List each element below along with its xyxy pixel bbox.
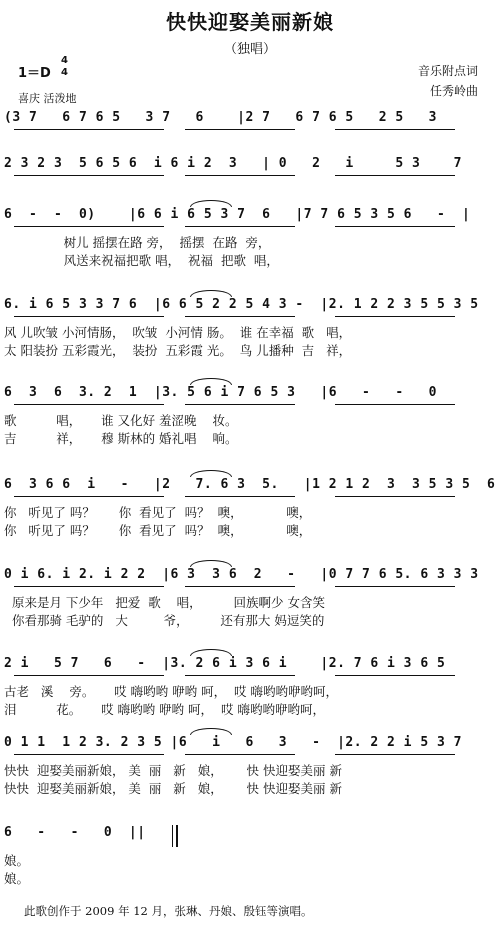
slur-mark [190, 470, 232, 477]
notation-line: 2 i 5 7 6 - |3. 2 6 i 3 6 i |2. 7 6 i 3 6 5 [4, 656, 446, 671]
lyric-line: 吉 祥， 穆 斯林的 婚礼唱 响。 [4, 431, 238, 446]
notation-line: 6. i 6 5 3 3 7 6 |6 6 5 2 2 5 4 3 - |2. 1 2 2 3 5 5 3 5 [4, 297, 479, 312]
beam-line [335, 586, 455, 587]
beam-line [185, 175, 295, 176]
slur-mark [190, 378, 232, 385]
time-signature-bottom: 4 [61, 67, 68, 78]
slur-mark [190, 649, 232, 656]
beam-line [335, 226, 455, 227]
time-signature-top: 4 [61, 55, 68, 66]
beam-line [185, 586, 295, 587]
lyric-line: 树儿 摇摆在路 旁， 摇摆 在路 旁， [4, 235, 271, 250]
notation-line: 6 3 6 3. 2 1 |3. 5 6 i 7 6 5 3 |6 - - 0 [4, 385, 437, 400]
notation-line: 2 3 2 3 5 6 5 6 i 6 i 2 3 | 0 2 i 5 3 7 [4, 156, 462, 171]
lyric-line: 风 儿吹皱 小河情肠， 吹皱 小河情 肠。 谁 在幸福 歌 唱， [4, 325, 352, 340]
beam-line [185, 129, 295, 130]
notation-line: (3 7 6 7 6 5 3 7 6 |2 7 6 7 6 5 2 5 3 [4, 110, 437, 125]
beam-line [14, 316, 164, 317]
beam-line [185, 404, 295, 405]
beam-line [14, 175, 164, 176]
lyric-line: 古老 溪 旁。 哎 嗨哟哟 咿哟 呵， 哎 嗨哟哟咿哟呵， [4, 684, 339, 699]
beam-line [335, 129, 455, 130]
lyric-line: 太 阳装扮 五彩霞光， 装扮 五彩霞 光。 鸟 儿播种 吉 祥， [4, 343, 352, 358]
lyric-line: 你 听见了 吗？ 你 看见了 吗？ 噢， 噢， [4, 505, 312, 520]
time-signature [61, 55, 68, 79]
lyric-line: 你看那骑 毛驴的 大 爷， 还有那大 妈逗笑的 [4, 613, 325, 628]
beam-line [14, 404, 164, 405]
lyricist-credit: 音乐附点词 [417, 64, 478, 78]
tempo-marking: 喜庆 活泼地 [18, 92, 77, 105]
slur-mark [190, 200, 232, 207]
song-title: 快快迎娶美丽新娘 [166, 10, 334, 34]
lyric-line: 风送来祝福把歌 唱， 祝福 把歌 唱， [4, 253, 279, 268]
beam-line [335, 496, 455, 497]
beam-line [185, 675, 295, 676]
slur-mark [190, 560, 232, 567]
lyric-line: 原来是月 下少年 把爱 歌 唱， 回族啊少 女含笑 [4, 595, 325, 610]
notation-line: 6 - - 0) |6 6 i 6 5 3 7 6 |7 7 6 5 3 5 6 - | [4, 207, 471, 222]
beam-line [14, 496, 164, 497]
lyric-line: 你 听见了 吗？ 你 看见了 吗？ 噢， 噢， [4, 523, 312, 538]
lyric-line: 娘。 [4, 871, 30, 886]
lyric-line: 快快 迎娶美丽新娘， 美 丽 新 娘， 快 快迎娶美丽 新 [4, 781, 342, 796]
lyric-line: 快快 迎娶美丽新娘， 美 丽 新 娘， 快 快迎娶美丽 新 [4, 763, 342, 778]
notation-line: 0 i 6. i 2. i 2 2 |6 3 3 6 2 - |0 7 7 6 5. 6 3 3 3 [4, 567, 479, 582]
beam-line [335, 316, 455, 317]
lyric-line: 娘。 [4, 853, 30, 868]
beam-line [14, 226, 164, 227]
beam-line [335, 404, 455, 405]
beam-line [14, 754, 164, 755]
slur-mark [190, 728, 232, 735]
beam-line [185, 754, 295, 755]
beam-line [185, 496, 295, 497]
key-signature: 1＝D [18, 66, 51, 81]
lyric-line: 歌 唱， 谁 又化好 羞涩晚 妆。 [4, 413, 238, 428]
notation-line: 6 - - 0 || [4, 825, 146, 840]
beam-line [335, 754, 455, 755]
footnote: 此歌创作于 2009 年 12 月，张琳、丹娘、殷钰等演唱。 [24, 904, 313, 918]
slur-mark [190, 290, 232, 297]
beam-line [185, 226, 295, 227]
lyric-line: 泪 花。 哎 嗨哟哟 咿哟 呵， 哎 嗨哟哟咿哟呵， [4, 702, 325, 717]
beam-line [14, 675, 164, 676]
beam-line [14, 586, 164, 587]
notation-line: 6 3 6 6 i - |2 7. 6 3 5. |1 2 1 2 3 3 5 3 5 6 [4, 477, 496, 492]
final-barline [172, 825, 178, 847]
notation-line: 0 1 1 1 2 3. 2 3 5 |6 i 6 3 - |2. 2 2 i 5 3 7 [4, 735, 462, 750]
beam-line [335, 675, 455, 676]
composer-credit: 任秀岭曲 [429, 84, 478, 98]
beam-line [185, 316, 295, 317]
beam-line [335, 175, 455, 176]
beam-line [14, 129, 164, 130]
song-subtitle: （独唱） [223, 42, 276, 57]
